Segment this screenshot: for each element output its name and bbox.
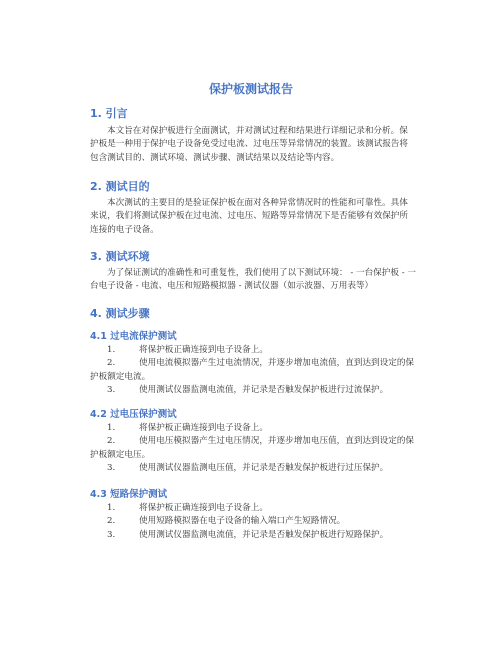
list-item: 3. 使用测试仪器监测电流值，并记录是否触发保护板进行过流保护。	[107, 385, 389, 396]
section-heading-environment: 3. 测试环境	[90, 250, 150, 263]
subsection-heading-overcurrent: 4.1 过电流保护测试	[90, 331, 177, 342]
section-text-environment: 为了保证测试的准确性和可重复性，我们使用了以下测试环境： - 一台保护板 - 一台电子设备 - 电流、电压和短路模拟器 - 测试仪器（如示波器、万用表等）	[90, 268, 416, 292]
list-overvoltage	[90, 422, 416, 476]
section-text-purpose: 本次测试的主要目的是验证保护板在面对各种异常情况时的性能和可靠性。具体来说，我们将测试保护板在过电流、过电压、短路等异常情况下是否能够有效保护所连接的电子设备。	[90, 198, 408, 235]
section-heading-purpose: 2. 测试目的	[90, 180, 150, 193]
list-item: 3. 使用测试仪器监测电流值，并记录是否触发保护板进行短路保护。	[107, 529, 389, 540]
list-overcurrent	[90, 344, 416, 398]
section-text-intro: 本文旨在对保护板进行全面测试，并对测试过程和结果进行详细记录和分析。保护板是一种用于保护电子设备免受过电流、过电压等异常情况的装置。该测试报告将包含测试目的、测试环境、测试步骤、测试结果以及结论等内容。	[90, 126, 408, 163]
list-item: 2. 使用电流模拟器产生过电流情况，并逐步增加电流值，直到达到设定的保护板额定电流。	[90, 358, 415, 382]
subsection-heading-shortcircuit: 4.3 短路保护测试	[90, 489, 168, 500]
list-item: 2. 使用电压模拟器产生过电压情况，并逐步增加电压值，直到达到设定的保护板额定电压。	[90, 436, 415, 460]
section-heading-steps: 4. 测试步骤	[90, 307, 150, 320]
list-item: 2. 使用短路模拟器在电子设备的输入端口产生短路情况。	[107, 516, 346, 527]
list-item: 1. 将保护板正确连接到电子设备上。	[107, 345, 268, 355]
list-item: 1. 将保护板正确连接到电子设备上。	[107, 423, 268, 433]
section-heading-intro: 1. 引言	[90, 107, 128, 120]
list-shortcircuit	[90, 502, 416, 542]
subsection-heading-overvoltage: 4.2 过电压保护测试	[90, 409, 177, 420]
list-item: 1. 将保护板正确连接到电子设备上。	[107, 503, 268, 513]
list-item: 3. 使用测试仪器监测电压值，并记录是否触发保护板进行过压保护。	[107, 463, 389, 474]
document-title: 保护板测试报告	[208, 82, 293, 96]
